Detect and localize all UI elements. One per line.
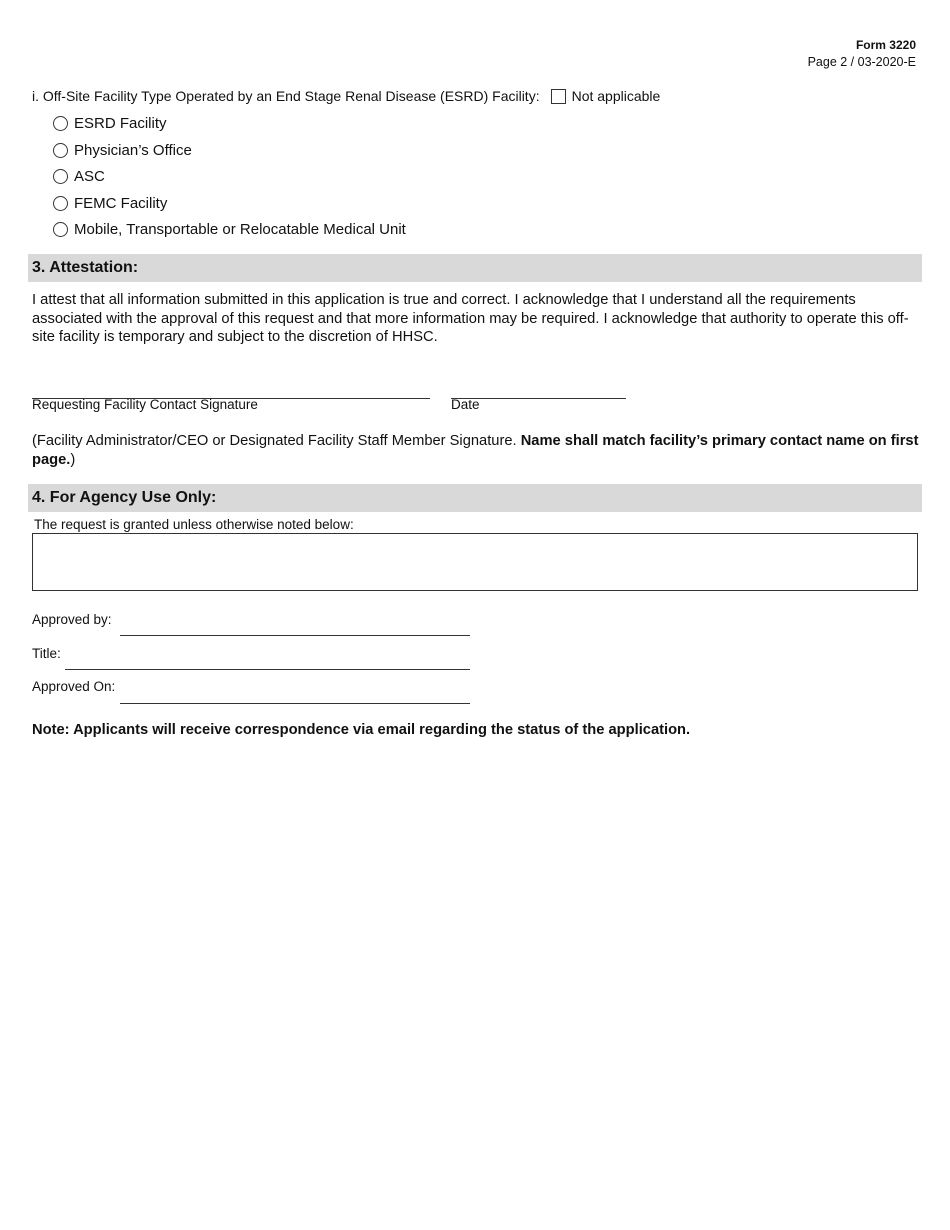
question-i bbox=[32, 88, 660, 104]
attestation-heading: 3. Attestation: bbox=[28, 254, 922, 282]
form-number: Form 3220 bbox=[855, 38, 916, 52]
option-label: Physician’s Office bbox=[74, 142, 192, 159]
signature-note-bold: Name shall match facility’s primary contact name on first page. bbox=[32, 433, 919, 468]
signature-note-plain: (Facility Administrator/CEO or Designated Facility Staff Member Signature. bbox=[32, 433, 521, 449]
granted-text: The request is granted unless otherwise noted below: bbox=[34, 517, 354, 532]
option-label: ESRD Facility bbox=[74, 115, 167, 132]
radio-femc-facility[interactable] bbox=[53, 196, 68, 211]
title-label: Title: bbox=[32, 646, 61, 661]
option-label: Mobile, Transportable or Relocatable Medical Unit bbox=[74, 221, 406, 238]
approved-on-label: Approved On: bbox=[32, 679, 116, 694]
signature-note bbox=[32, 432, 922, 469]
radio-asc[interactable] bbox=[53, 169, 68, 184]
option-label: FEMC Facility bbox=[74, 195, 168, 212]
attestation-text: I attest that all information submitted in this application is true and correct. I acknowledge that I understand all the requirements associated with the approval of this request and that more information may be required. I acknowledge that authority to operate this off-site facility is temporary and subject to the discretion of HHSC. bbox=[32, 292, 909, 345]
option-femc-facility[interactable] bbox=[53, 195, 167, 212]
option-esrd-facility[interactable] bbox=[53, 115, 167, 132]
approved-on-line[interactable] bbox=[120, 703, 470, 704]
radio-esrd-facility[interactable] bbox=[53, 116, 68, 131]
option-mobile-unit[interactable] bbox=[53, 221, 406, 238]
approved-by-label: Approved by: bbox=[32, 612, 112, 627]
title-line[interactable] bbox=[65, 669, 470, 670]
date-label: Date bbox=[451, 397, 480, 412]
applicant-note: Note: Applicants will receive correspondence via email regarding the status of the application. bbox=[32, 722, 691, 738]
option-physicians-office[interactable] bbox=[53, 142, 192, 159]
signature-note-close: ) bbox=[70, 451, 76, 468]
approved-by-line[interactable] bbox=[120, 635, 470, 636]
option-label: ASC bbox=[74, 168, 105, 185]
signature-label: Requesting Facility Contact Signature bbox=[32, 397, 258, 412]
agency-notes-box[interactable] bbox=[32, 533, 918, 591]
radio-mobile-unit[interactable] bbox=[53, 222, 68, 237]
not-applicable-checkbox[interactable] bbox=[551, 89, 566, 104]
page-info: Page 2 / 03-2020-E bbox=[807, 55, 916, 69]
radio-physicians-office[interactable] bbox=[53, 143, 68, 158]
question-i-label: i. Off-Site Facility Type Operated by an End Stage Renal Disease (ESRD) Facility: bbox=[32, 88, 540, 104]
not-applicable-label: Not applicable bbox=[571, 88, 661, 104]
agency-heading: 4. For Agency Use Only: bbox=[28, 484, 922, 512]
option-asc[interactable] bbox=[53, 168, 105, 185]
